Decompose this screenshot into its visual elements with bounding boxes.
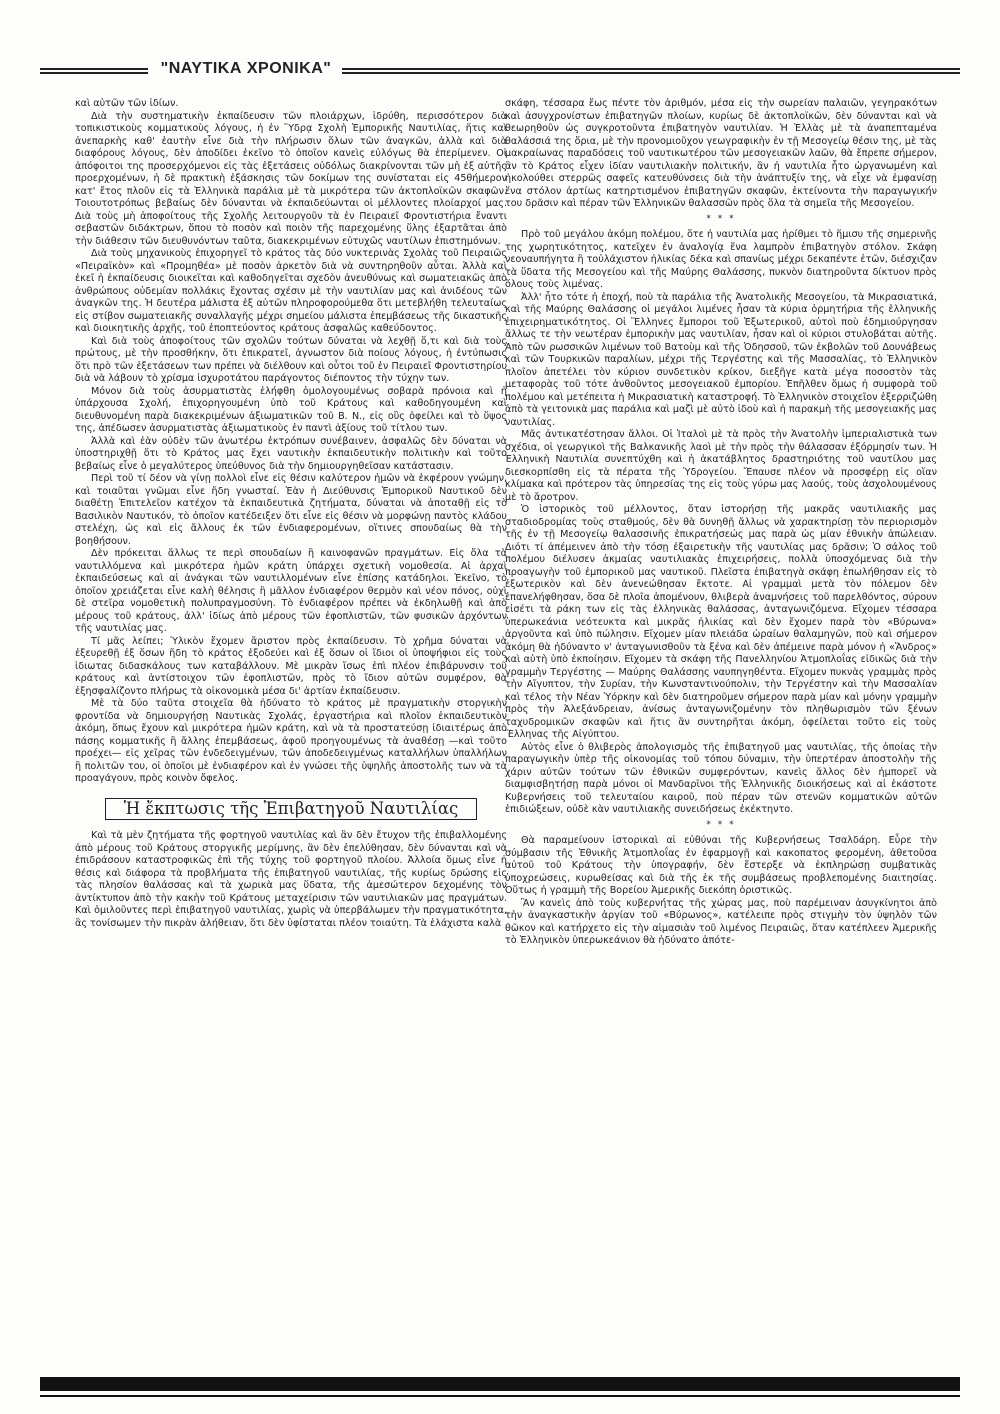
paragraph: Πρὸ τοῦ μεγάλου ἀκόμη πολέμου, ὅτε ἡ ναυτιλία μας ἠρίθμει τὸ ἥμισυ τῆς σημερινῆς της χωρητικότητος, κατεῖχεν ἐν ἀναλογίᾳ ἕνα λαμπρὸν ἐπιβατηγὸν στόλον. Σκάφη νεοναυπήγητα ἢ τοὐλάχιστον ἡλικίας δέκα καὶ σπανίως μέχρι δεκαπέντε ἐτῶν, διέσχιζαν τὰ ὕδατα τῆς Μεσογείου καὶ τῆς Μαύρης Θαλάσσης, πυκνὸν διατηροῦντα δίκτυον πρὸς ὅλους τοὺς λιμένας. — [505, 229, 937, 290]
section-title-box — [75, 798, 507, 821]
section-title: Ἡ ἔκπτωσις τῆς Ἐπιβατηγοῦ Ναυτιλίας — [105, 798, 478, 821]
paragraph: Καὶ διὰ τοὺς ἀποφοίτους τῶν σχολῶν τούτων δύναται νὰ λεχθῇ ὅ,τι καὶ διὰ τοὺς πρώτους, μὲ τὴν προσθήκην, ὅτι ἐπικρατεῖ, ἀγνωστον διὰ ποίους λόγους, ἡ ἐντύπωσις ὅτι πρὸ τῶν ἐξετάσεων των πρέπει νὰ διέλθουν καὶ οὗτοι τοῦ ἐν Πειραιεῖ Φροντιστηρίου διὰ νὰ λάβουν τὸ χρίσμα ἰσχυροτάτου παράγοντος διέποντος τὴν τύχην των. — [75, 335, 507, 384]
footer-bar-thick — [40, 1377, 960, 1391]
publication-title: "ΝΑΥΤΙΚΑ ΧΡΟΝΙΚΑ" — [160, 60, 332, 77]
paragraph: Διὰ τοὺς μηχανικοὺς ἐπιχορηγεῖ τὸ κράτος τὰς δύο νυκτερινὰς Σχολὰς τοῦ Πειραιῶς «Πειραϊκὸν» καὶ «Προμηθέα» μὲ ποσὸν ἀρκετὸν διὰ νὰ συντηρηθοῦν αὗται. Ἀλλὰ καὶ ἐκεῖ ἡ ἐκπαίδευσις διοικεῖται καὶ καθοδηγεῖται σχεδὸν ἀνευθύνως καὶ σωματειακῶς ἀπὸ ἀνθρώπους οὐδεμίαν πολλάκις ἔχοντας σχέσιν μὲ τὴν ναυτιλίαν μας καὶ ἀνιδέους τῶν ἀναγκῶν της. Ἡ δευτέρα μάλιστα ἐξ αὐτῶν πληροφορούμεθα ὅτι μετεβλήθη τελευταίως εἰς στίβον σωματειακῆς συναλλαγῆς μέχρι σημείου μάλιστα ἐπεμβάσεως τῆς δικαστικῆς καὶ διοικητικῆς ἀρχῆς, τοῦ ἐποπτεύοντος κράτους ἀσφαλῶς καθεύδοντος. — [75, 248, 507, 334]
paragraph: καὶ αὐτῶν τῶν ἰδίων. — [75, 98, 179, 109]
paragraph: Ἂν κανεὶς ἀπὸ τοὺς κυβερνήτας τῆς χώρας μας, ποὺ παρέμειναν ἀσυγκίνητοι ἀπὸ τὴν ἀναγκαστικὴν ἀργίαν τοῦ «Βύρωνος», κατέλειπε πρὸς στιγμὴν τὸν ὑψηλὸν τῶν θῶκον καὶ κατήρχετο εἰς τὴν αἰμασιὰν τοῦ λιμένος Πειραιῶς, ὅταν κατέπλεεν Ἀμερικῆς τὸ Ἑλληνικὸν ὑπερωκεάνιον θὰ ἠδύνατο ἀπότε- — [505, 897, 937, 946]
paragraph: Μᾶς ἀντικατέστησαν ἄλλοι. Οἱ Ἰταλοὶ μὲ τὰ πρὸς τὴν Ἀνατολὴν ἰμπεριαλιστικὰ των σχέδια, οἱ γεωργικοὶ τῆς Βαλκανικῆς λαοὶ μὲ τὴν πρὸς τὴν θάλασσαν ἐξόρμησίν των. Ἡ Ἑλληνικὴ Ναυτιλία συνεπτύχθη καὶ ἡ ἀκατάβλητος δραστηριότης τοῦ ναυτίλου μας διεσκορπίσθη εἰς τὰ πέρατα τῆς Ὑδρογείου. Ἔπαυσε πλέον νὰ προσφέρῃ εἰς οἵαν κλίμακα καὶ πρότερον τὰς ὑπηρεσίας της εἰς τοὺς γύρω μας λαούς, τοὺς ἀσχολουμένους μὲ τὸ ἄροτρον. — [505, 429, 937, 503]
paragraph: Περὶ τοῦ τί δέον νὰ γίνῃ πολλοὶ εἶνε εἰς θέσιν καλύτερον ἡμῶν νὰ ἐκφέρουν γνώμην, καὶ τοιαῦται γνῶμαι εἶνε ἤδη γνωσταί. Ἐὰν ἡ Διεύθυνσις Ἐμπορικοῦ Ναυτικοῦ δὲν διαθέτῃ Ἐπιτελεῖον κατέχον τὰ ἐκπαιδευτικὰ ζητήματα, δύναται νὰ ἀποταθῇ εἰς τὸ Βασιλικὸν Ναυτικόν, τὸ ὁποῖον κατέδειξεν ὅτι εἶνε εἰς θέσιν νὰ μορφώνῃ παντὸς κλάδου στελέχη, ὡς καὶ εἰς ἄλλους ἐκ τῶν ἐνδιαφερομένων, οἵτινες σπουδαίως θὰ τὴν βοηθήσουν. — [75, 473, 507, 547]
paragraph: Καὶ τὰ μὲν ζητήματα τῆς φορτηγοῦ ναυτιλίας καὶ ἂν δὲν ἔτυχον τῆς ἐπιβαλλομένης ἀπὸ μέρους τοῦ Κράτους στοργικῆς μερίμνης, ἂν δὲν ἐπελύθησαν, δὲν δύνανται καὶ νὰ ἐπιδράσουν καταστροφικῶς ἐπὶ τῆς τύχης τοῦ φορτηγοῦ πλοίου. Ἀλλοία ὅμως εἶνε ἡ θέσις καὶ διάφορα τὰ προβλήματα τῆς ἐπιβατηγοῦ ναυτιλίας, τῆς κυρίως δρώσης εἰς τὰς πλησίον θαλάσσας καὶ τὰ χωρικὰ μας ὕδατα, τῆς ἀμεσώτερον δεχομένης τὸν ἀντίκτυπον ἀπὸ τὴν κακὴν τοῦ Κράτους μεταχείρισιν τῶν ναυτιλιακῶν μας πραγμάτων. Καὶ ὁμιλοῦντες περὶ ἐπιβατηγοῦ ναυτιλίας, χωρὶς νὰ ὑπερβάλωμεν τὴν πραγματικότητα, ἂς τονίσωμεν τὴν πικρὰν ἀλήθειαν, ὅτι δὲν ὑφίσταται πλέον τοιαύτη. Τὰ ἐλάχιστα καλὰ — [75, 830, 507, 929]
paragraph: Μόνον διὰ τοὺς ἀσυρματιστὰς ἐλήφθη ὁμολογουμένως σοβαρὰ πρόνοια καὶ ἡ ὑπάρχουσα Σχολή, ἐπιχορηγουμένη ὑπὸ τοῦ Κράτους καὶ καθοδηγουμένη καὶ διευθυνομένη παρὰ διακεκριμένων ἀξιωματικῶν τοῦ Β. Ν., εἰς οὓς ὀφείλει καὶ τὸ ὕψος της, ἀπέδωσεν ἀσυρματιστὰς ἀξιωματικοὺς ἐν παντὶ ἀξίους τοῦ τίτλου των. — [75, 385, 507, 434]
paragraph: Μὲ τὰ δύο ταῦτα στοιχεῖα θὰ ἠδύνατο τὸ κράτος μὲ πραγματικὴν στοργικὴν φροντίδα νὰ δημιουργήσῃ Ναυτικὰς Σχολάς, ἐργαστήρια καὶ πλοῖον ἐκπαιδευτικὸν ἀκόμη, ὅπως ἔχουν καὶ μικρότερα ἡμῶν κράτη, καὶ νὰ τὰ προστατεύσῃ ἰδιαιτέρως ἀπὸ πάσης κομματικῆς ἢ ἄλλης ἐπεμβάσεως, ἀφοῦ προηγουμένως τὰ ἀναθέσῃ —καὶ τοῦτο προέχει— εἰς χεῖρας τῶν ἐνδεδειγμένων, τῶν ἀποδεδειγμένως καταλλήλων ὑπαλλήλων ἢ πολιτῶν του, οἱ ὁποῖοι μὲ ἐνδιαφέρον καὶ ἐν γνώσει τῆς ὑψηλῆς ἀποστολῆς των νὰ τὰ προαγάγουν, πρὸς κοινὸν ὄφελος. — [75, 698, 507, 784]
header-rule-left — [40, 68, 148, 74]
footer-bar-thin — [40, 1395, 960, 1397]
paragraph: Ὁ ἱστορικὸς τοῦ μέλλοντος, ὅταν ἱστορήσῃ τῆς μακρᾶς ναυτιλιακῆς μας σταδιοδρομίας τοὺς σταθμούς, δὲν θὰ δυνηθῇ ἄλλως νὰ χαρακτηρίσῃ τὸν περιορισμὸν τῆς ἐν τῇ Μεσογείῳ θαλασσινῆς ἐπικρατήσεώς μας παρὰ ὡς μίαν ἐθνικὴν ἀπώλειαν. Διότι τί ἀπέμεινεν ἀπὸ τὴν τόσῃ ἐξαιρετικὴν τῆς ναυτιλίας μας δρᾶσιν; Ὁ σάλος τοῦ πολέμου διέλυσεν ἀκμαίας ναυτιλιακὰς ἐπιχειρήσεις, πολλὰ ὑποσχόμενας διὰ τὴν προαγωγὴν τοῦ ἐμπορικοῦ μας ναυτικοῦ. Πλεῖστα ἐπιβατηγὰ σκάφη ἐπωλήθησαν εἰς τὸ ἐξωτερικὸν καὶ δὲν ἀνενεώθησαν ἔκτοτε. Αἱ γραμμαὶ μετὰ τὸν πόλεμον δὲν ἐπανελήφθησαν, ὅσα δὲ πλοῖα ἀπομένουν, θλιβερὰ ἀναμνήσεις τοῦ παρελθόντος, σύρουν εἰσέτι τὰ ράκη των εἰς τὰς ἑλληνικὰς θαλάσσας, ἀνταγωνιζόμενα. Εἴχομεν τέσσαρα ὑπερωκεάνια νεότευκτα καὶ μικρᾶς ἡλικίας καὶ δὲν ἔχομεν παρὰ τὸν «Βύρωνα» ἀργοῦντα καὶ ὑπὸ πώλησιν. Εἴχομεν μίαν πλειάδα ὡραίων θαλαμηγῶν, ποὺ καὶ σήμερον ἀκόμη θὰ ἠδύναντο ν' ἀνταγωνισθοῦν τὰ ξένα καὶ δὲν ἀπέμεινε παρὰ μόνον ἡ «Ἄνδρος» καὶ αὐτὴ ὑπὸ ἐκποίησιν. Εἴχομεν τὰ σκάφη τῆς Πανελληνίου Ἀτμοπλοΐας εἰδικῶς διὰ τὴν γραμμὴν Τεργέστης — Μαύρης Θαλάσσης ναυπηγηθέντα. Εἴχομεν πυκνὰς γραμμὰς πρὸς τὴν Αἴγυπτον, τὴν Συρίαν, τὴν Κωνσταντινούπολιν, τὴν Τεργέστην καὶ τὴν Μασσαλίαν καὶ τέλος τὴν Νέαν Ὑόρκην καὶ δὲν διατηροῦμεν σήμερον παρὰ μίαν καὶ μόνην γραμμὴν πρὸς τὴν Ἀλεξάνδρειαν, ἀνίσως ἀνταγωνιζομένην τὸν πληθωρισμὸν τῶν ξένων ταχυδρομικῶν σκαφῶν καὶ ἥτις ἂν συντηρῆται ἀκόμη, ὀφείλεται τοῦτο εἰς τοὺς Ἕλληνας τῆς Αἰγύπτου. — [505, 504, 937, 740]
paragraph: Θὰ παραμείνουν ἱστορικαὶ αἱ εὐθύναι τῆς Κυβερνήσεως Τσαλδάρη. Εὗρε τὴν σύμβασιν τῆς Ἐθνικῆς Ἀτμοπλοΐας ἐν ἐφαρμογῇ καὶ κακοπατος φερομένη, ἀθετοῦσα αὐτοῦ τοῦ Κράτους τὴν ὑπογραφήν, δὲν ἔστερξε νὰ ἐκπληρώσῃ συμβατικὰς ὑποχρεώσεις, κυρωθείσας καὶ διὰ τῆς ἐκ τῆς συμβάσεως προβλεπομένης διαιτησίας. Οὕτως ἡ γραμμὴ τῆς Βορείου Ἀμερικῆς διεκόπη ὁριστικῶς. — [505, 835, 937, 896]
paragraph: Ἀλλὰ καὶ ἐὰν οὐδὲν τῶν ἀνωτέρω ἐκτρόπων συνέβαινεν, ἀσφαλῶς δὲν δύναται νὰ ὑποστηριχθῇ ὅτι τὸ Κράτος μας ἔχει ναυτικὴν ἐκπαιδευτικὴν πολιτικὴν καὶ τοῦτο βεβαίως εἶνε ὁ μεγαλύτερος ὑπεύθυνος διὰ τὴν δημιουργηθεῖσαν κατάστασιν. — [75, 435, 507, 472]
paragraph: Δὲν πρόκειται ἄλλως τε περὶ σπουδαίων ἢ καινοφανῶν πραγμάτων. Εἰς ὅλα τὰ ναυτιλλόμενα καὶ μικρότερα ἡμῶν κράτη ὑπάρχει σχετικὴ νομοθεσία. Αἱ ἀρχαὶ ἐκπαιδεύσεως καὶ αἱ ἀνάγκαι τῶν ναυτιλλομένων εἶνε ἐπίσης κατάδηλοι. Ἐκεῖνο, τὸ ὁποῖον χρειάζεται εἶνε καλὴ θέλησις ἢ μᾶλλον ἐνδιαφέρον θερμὸν καὶ νέον πόνος, οὐχὶ δὲ στεῖρα νομοθετικὴ πολυπραγμοσύνη. Τὸ ἐνδιαφέρον πρέπει νὰ ἐκδηλωθῇ καὶ ἀπὸ μέρους τοῦ κράτους, ἀλλ' ἰδίως ἀπὸ μέρους τῶν ἐφοπλιστῶν, τῶν φυσικῶν ἀρχόντων τῆς ναυτιλίας μας. — [75, 548, 507, 634]
section-separator: * * * — [706, 213, 736, 224]
left-column — [75, 98, 507, 930]
header-rule-right — [342, 68, 960, 74]
paragraph: σκάφη, τέσσαρα ἕως πέντε τὸν ἀριθμόν, μέσα εἰς τὴν σωρείαν παλαιῶν, γεγηρακότων καὶ ἀσυγχρονίστων ἐπιβατηγῶν πλοίων, κυρίως δὲ ἀκτοπλοϊκῶν, δὲν δύνανται καὶ νὰ θεωρηθοῦν ὡς συγκροτοῦντα ἐπιβατηγὸν ναυτιλίαν. Ἡ Ἑλλὰς μὲ τὰ ἀναπεπταμένα θαλάσσιά της ὅρια, μὲ τὴν προνομιοῦχον γεωγραφικὴν ἐν τῇ Μεσογείῳ θέσιν της, μὲ τὰς μακραίωνας παραδόσεις τοῦ ναυτικωτέρου τῶν μεσογειακῶν λαῶν, θὰ ἔπρεπε σήμερον, ἂν τὸ Κράτος εἶχεν ἰδίαν ναυτιλιακὴν πολιτικήν, ἂν ἡ ναυτιλία ἦτο ὡργανωμένη καὶ ἠκολούθει στερρῶς σαφεῖς κατευθύνσεις διὰ τὴν ἀνάπτυξίν της, νὰ εἶχε νὰ ἐμφανίσῃ ἕνα στόλον ἀρτίως κατηρτισμένον ἐπιβατηγῶν σκαφῶν, ἐκτείνοντα τὴν παραγωγικήν του δρᾶσιν καὶ πέραν τῶν Ἑλληνικῶν θαλασσῶν πρὸς ὅλα τὰ σημεῖα τῆς Μεσογείου. — [505, 98, 937, 209]
section-separator: * * * — [706, 819, 736, 830]
right-column — [505, 98, 937, 948]
page-header — [40, 60, 960, 84]
paragraph: Αὐτὸς εἶνε ὁ θλιβερὸς ἀπολογισμὸς τῆς ἐπιβατηγοῦ μας ναυτιλίας, τῆς ὁποίας τὴν παραγωγικὴν ὑπὲρ τῆς οἰκονομίας τοῦ τόπου δύναμιν, τὴν ὑπερτέραν ἀποστολὴν τῆς χάριν αὐτῶν τούτων τῶν ἐθνικῶν συμφερόντων, κανεὶς ἄλλος δὲν ἠμπορεῖ νὰ διαμφισβητήσῃ παρὰ μόνοι οἱ Μανδαρῖνοι τῆς Ἑλληνικῆς διοικήσεως καὶ αἱ ἑκάστοτε Κυβερνήσεις τοῦ τελευταίου καιροῦ, ποὺ πέραν τῶν στενῶν κομματικῶν αὐτῶν ἐπιδιώξεων, οὐδὲ κὰν ναυτιλιακῆς συνειδήσεως ἐκέκτηντο. — [505, 741, 937, 815]
paragraph: Ἀλλ' ἦτο τότε ἡ ἐποχή, ποὺ τὰ παράλια τῆς Ἀνατολικῆς Μεσογείου, τὰ Μικρασιατικά, καὶ τῆς Μαύρης Θαλάσσης οἱ μεγάλοι λιμένες ἦσαν τὰ κύρια ὁρμητήρια τῆς ἑλληνικῆς ἐπιχειρηματικότητος. Οἱ Ἕλληνες ἔμποροι τοῦ Ἐξωτερικοῦ, αὐτοὶ ποὺ ἐδημιούργησαν ἄλλως τε τὴν νεωτέραν ἐμπορικὴν μας ναυτιλίαν, ἦσαν καὶ οἱ κύριοι στυλοβάται αὐτῆς. Ἀπὸ τῶν ρωσσικῶν λιμένων τοῦ Βατοὺμ καὶ τῆς Ὀδησσοῦ, τῶν ἐκβολῶν τοῦ Δουνάβεως καὶ τῶν Τουρκικῶν παραλίων, μέχρι τῆς Τεργέστης καὶ τῆς Μασσαλίας, τὸ Ἑλληνικὸν πλοῖον ἀπετέλει τὸν κύριον συνδετικὸν κρίκον, διεξῆγε κατὰ μέγα ποσοστὸν τὰς μεταφορὰς τοῦ τότε ἀνθοῦντος μεσογειακοῦ ἐμπορίου. Ἐπῆλθεν ὅμως ἡ συμφορὰ τοῦ πολέμου καὶ μετέπειτα ἡ Μικρασιατικὴ καταστροφή. Τὸ Ἑλληνικὸν στοιχεῖον ἐξερριζώθη ἀπὸ τὰ γειτονικὰ μας παράλια καὶ μαζὶ μὲ αὐτὸ ἰδοὺ καὶ ἡ παρακμὴ τῆς μεσογειακῆς μας ναυτιλίας. — [505, 291, 937, 428]
paragraph: Διὰ τὴν συστηματικὴν ἐκπαίδευσιν τῶν πλοιάρχων, ἱδρύθη, περισσότερον διὰ τοπικιστικοὺς κομματικοὺς λόγους, ἡ ἐν Ὕδρᾳ Σχολὴ Ἐμπορικῆς Ναυτιλίας, ἥτις καὶ ἀνεπαρκὴς καθ' ἑαυτὴν εἶνε διὰ τὴν πλήρωσιν ὅλων τῶν ἀναγκῶν, ἀλλὰ καὶ διὰ διαφόρους λόγους, δὲν ἀποδίδει ἐκεῖνο τὸ ὁποῖον κανεὶς εὐλόγως θὰ ἐπερίμενεν. Οἱ ἀπόφοιτοι της προσερχόμενοι εἰς τὰς ἐξετάσεις οὐδόλως διακρίνονται τῶν μὴ ἐξ αὐτῆς προερχομένων, ἡ δὲ πρακτικὴ ἐξάσκησις τῶν δοκίμων της συνίσταται εἰς 45θήμερον κατ' ἔτος πλοῦν εἰς τὰ Ἑλληνικὰ παράλια μὲ τὰ μικρότερα τῶν ἀκτοπλοϊκῶν σκαφῶν. Τοιουτοτρόπως βεβαίως δὲν δύνανται νὰ ἐκπαιδεύωνται οἱ μέλλοντες πλοίαρχοί μας. Διὰ τοὺς μὴ ἀποφοίτους τῆς Σχολῆς λειτουργοῦν τὰ ἐν Πειραιεῖ Φροντιστήρια ἔναντι σεβαστῶν διδάκτρων, ὅπου τὸ ποσὸν καὶ ποιὸν τῆς παρεχομένης ὕλης ἐξαρτᾶται ἀπὸ τὴν διάθεσιν τῶν διευθυνόντων ταῦτα, διακεκριμένων εὐτυχῶς ναυτίλων ἐπιστημόνων. — [75, 110, 507, 247]
paragraph: Τί μᾶς λείπει; Ὑλικὸν ἔχομεν ἄριστον πρὸς ἐκπαίδευσιν. Τὸ χρῆμα δύναται νὰ ἐξευρεθῇ ἐξ ὅσων ἤδη τὸ κράτος ἐξοδεύει καὶ ἐξ ὅσων οἱ ἴδιοι οἱ ὑποψήφιοι εἰς τοὺς ἰδιωτας διδασκάλους των καταβάλλουν. Μὲ μικρὰν ἴσως ἐπὶ πλέον ἐπιβάρυνσιν τοῦ κράτους καὶ ἀντίστοιχον τῶν ἐφοπλιστῶν, πρὸς τὸ ἴδιον αὐτῶν συμφέρον, θὰ ἐξησφαλίζοντο πλήρως τὰ οἰκονομικὰ μέσα δι' ἀρτίαν ἐκπαίδευσιν. — [75, 635, 507, 697]
